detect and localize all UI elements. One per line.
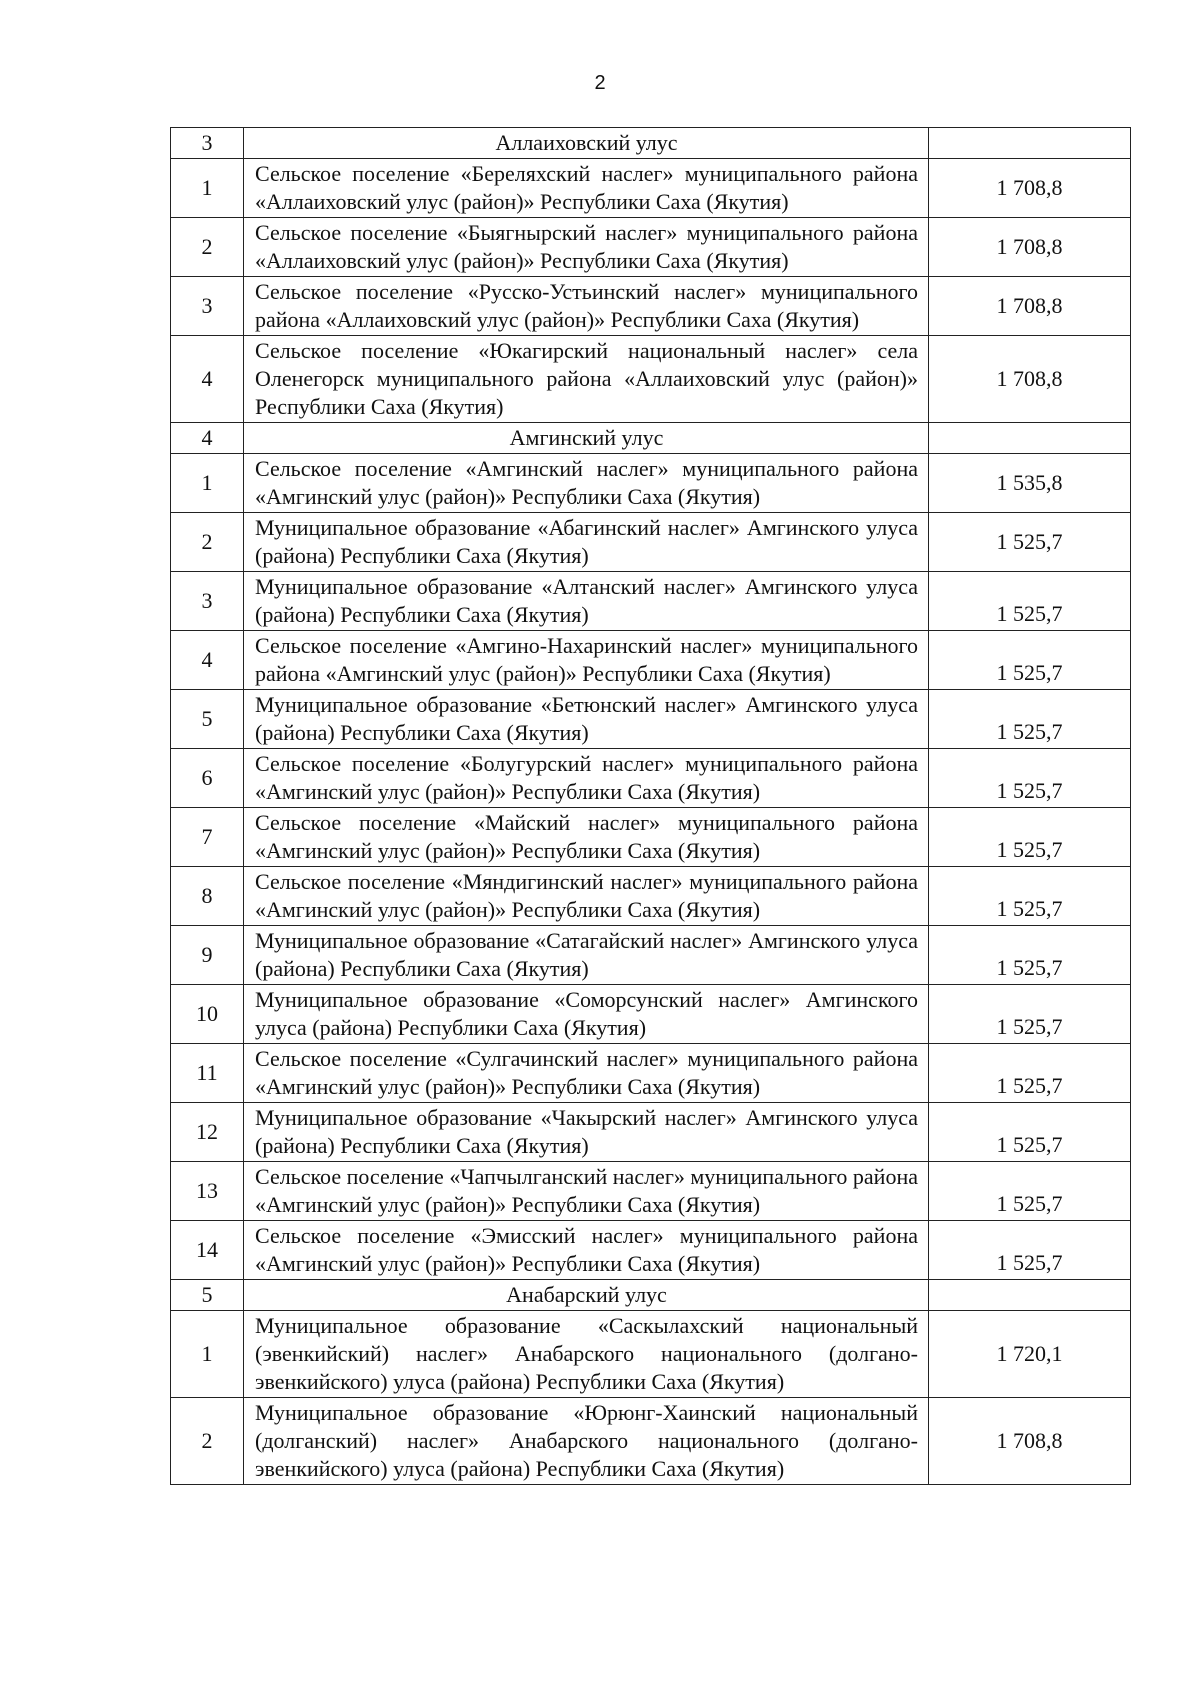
amount-value: 1 525,7 <box>929 1044 1131 1103</box>
table-row <box>171 572 1131 631</box>
row-number: 8 <box>171 867 244 926</box>
district-header-row <box>171 1280 1131 1311</box>
table-row <box>171 631 1131 690</box>
row-number: 7 <box>171 808 244 867</box>
amount-value: 1 525,7 <box>929 690 1131 749</box>
amount-value: 1 525,7 <box>929 513 1131 572</box>
settlement-name: Муниципальное образование «Абагинский наслег» Амгинского улуса (района) Республики Саха (Якутия) <box>244 513 929 572</box>
amount-value: 1 708,8 <box>929 336 1131 423</box>
row-number: 4 <box>171 336 244 423</box>
amount-value: 1 525,7 <box>929 1221 1131 1280</box>
row-number: 14 <box>171 1221 244 1280</box>
row-number: 4 <box>171 631 244 690</box>
district-name: Амгинский улус <box>244 423 929 454</box>
amount-value: 1 525,7 <box>929 926 1131 985</box>
table-body <box>171 128 1131 1485</box>
district-value-cell <box>929 1280 1131 1311</box>
settlement-name: Муниципальное образование «Юрюнг-Хаинский национальный (долганский) наслег» Анабарского национального (долгано-эвенкийского) улуса (района) Республики Саха (Якутия) <box>244 1398 929 1485</box>
amount-value: 1 525,7 <box>929 985 1131 1044</box>
amount-value: 1 525,7 <box>929 867 1131 926</box>
table-row <box>171 1162 1131 1221</box>
row-number: 2 <box>171 1398 244 1485</box>
settlement-name: Сельское поселение «Чапчылганский наслег» муниципального района «Амгинский улус (район)» Республики Саха (Якутия) <box>244 1162 929 1221</box>
district-header-row <box>171 423 1131 454</box>
settlement-name: Сельское поселение «Болугурский наслег» муниципального района «Амгинский улус (район)» Республики Саха (Якутия) <box>244 749 929 808</box>
row-number: 3 <box>171 572 244 631</box>
table-row <box>171 277 1131 336</box>
table-row <box>171 1103 1131 1162</box>
table-row <box>171 1221 1131 1280</box>
amount-value: 1 525,7 <box>929 749 1131 808</box>
amount-value: 1 525,7 <box>929 631 1131 690</box>
table-row <box>171 159 1131 218</box>
amount-value: 1 720,1 <box>929 1311 1131 1398</box>
table-row <box>171 749 1131 808</box>
row-number: 2 <box>171 513 244 572</box>
table-row <box>171 1044 1131 1103</box>
row-number: 1 <box>171 1311 244 1398</box>
amount-value: 1 525,7 <box>929 1162 1131 1221</box>
settlement-name: Сельское поселение «Береляхский наслег» муниципального района «Аллаиховский улус (район)» Республики Саха (Якутия) <box>244 159 929 218</box>
district-value-cell <box>929 128 1131 159</box>
district-name: Анабарский улус <box>244 1280 929 1311</box>
district-number: 4 <box>171 423 244 454</box>
settlement-name: Сельское поселение «Юкагирский национальный наслег» села Оленегорск муниципального района «Аллаиховский улус (район)» Республики Саха (Якутия) <box>244 336 929 423</box>
amount-value: 1 525,7 <box>929 1103 1131 1162</box>
settlement-name: Муниципальное образование «Сатагайский наслег» Амгинского улуса (района) Республики Саха (Якутия) <box>244 926 929 985</box>
row-number: 12 <box>171 1103 244 1162</box>
table-row <box>171 218 1131 277</box>
row-number: 2 <box>171 218 244 277</box>
amount-value: 1 708,8 <box>929 159 1131 218</box>
table-row <box>171 1311 1131 1398</box>
row-number: 13 <box>171 1162 244 1221</box>
table-row <box>171 985 1131 1044</box>
settlement-name: Сельское поселение «Быягнырский наслег» муниципального района «Аллаиховский улус (район)» Республики Саха (Якутия) <box>244 218 929 277</box>
row-number: 5 <box>171 690 244 749</box>
row-number: 1 <box>171 454 244 513</box>
settlement-name: Муниципальное образование «Алтанский наслег» Амгинского улуса (района) Республики Саха (Якутия) <box>244 572 929 631</box>
settlement-name: Муниципальное образование «Соморсунский наслег» Амгинского улуса (района) Республики Саха (Якутия) <box>244 985 929 1044</box>
settlement-name: Муниципальное образование «Саскылахский национальный (эвенкийский) наслег» Анабарского национального (долгано-эвенкийского) улуса (района) Республики Саха (Якутия) <box>244 1311 929 1398</box>
row-number: 3 <box>171 277 244 336</box>
amount-value: 1 708,8 <box>929 218 1131 277</box>
district-value-cell <box>929 423 1131 454</box>
amount-value: 1 525,7 <box>929 808 1131 867</box>
settlement-name: Сельское поселение «Эмисский наслег» муниципального района «Амгинский улус (район)» Республики Саха (Якутия) <box>244 1221 929 1280</box>
table-row <box>171 926 1131 985</box>
amount-value: 1 535,8 <box>929 454 1131 513</box>
settlement-name: Муниципальное образование «Чакырский наслег» Амгинского улуса (района) Республики Саха (Якутия) <box>244 1103 929 1162</box>
table-row <box>171 808 1131 867</box>
table-row <box>171 454 1131 513</box>
row-number: 6 <box>171 749 244 808</box>
table-row <box>171 513 1131 572</box>
allocation-table <box>170 127 1131 1485</box>
settlement-name: Сельское поселение «Сулгачинский наслег» муниципального района «Амгинский улус (район)» Республики Саха (Якутия) <box>244 1044 929 1103</box>
row-number: 10 <box>171 985 244 1044</box>
table-row <box>171 1398 1131 1485</box>
row-number: 1 <box>171 159 244 218</box>
row-number: 11 <box>171 1044 244 1103</box>
settlement-name: Сельское поселение «Амгинский наслег» муниципального района «Амгинский улус (район)» Республики Саха (Якутия) <box>244 454 929 513</box>
amount-value: 1 525,7 <box>929 572 1131 631</box>
district-number: 3 <box>171 128 244 159</box>
settlement-name: Сельское поселение «Мяндигинский наслег» муниципального района «Амгинский улус (район)» Республики Саха (Якутия) <box>244 867 929 926</box>
amount-value: 1 708,8 <box>929 277 1131 336</box>
row-number: 9 <box>171 926 244 985</box>
table-row <box>171 336 1131 423</box>
district-header-row <box>171 128 1131 159</box>
table-row <box>171 867 1131 926</box>
district-number: 5 <box>171 1280 244 1311</box>
settlement-name: Муниципальное образование «Бетюнский наслег» Амгинского улуса (района) Республики Саха (Якутия) <box>244 690 929 749</box>
settlement-name: Сельское поселение «Амгино-Нахаринский наслег» муниципального района «Амгинский улус (район)» Республики Саха (Якутия) <box>244 631 929 690</box>
table-row <box>171 690 1131 749</box>
settlement-name: Сельское поселение «Русско-Устьинский наслег» муниципального района «Аллаиховский улус (район)» Республики Саха (Якутия) <box>244 277 929 336</box>
page-number: 2 <box>594 72 606 94</box>
settlement-name: Сельское поселение «Майский наслег» муниципального района «Амгинский улус (район)» Республики Саха (Якутия) <box>244 808 929 867</box>
amount-value: 1 708,8 <box>929 1398 1131 1485</box>
district-name: Аллаиховский улус <box>244 128 929 159</box>
